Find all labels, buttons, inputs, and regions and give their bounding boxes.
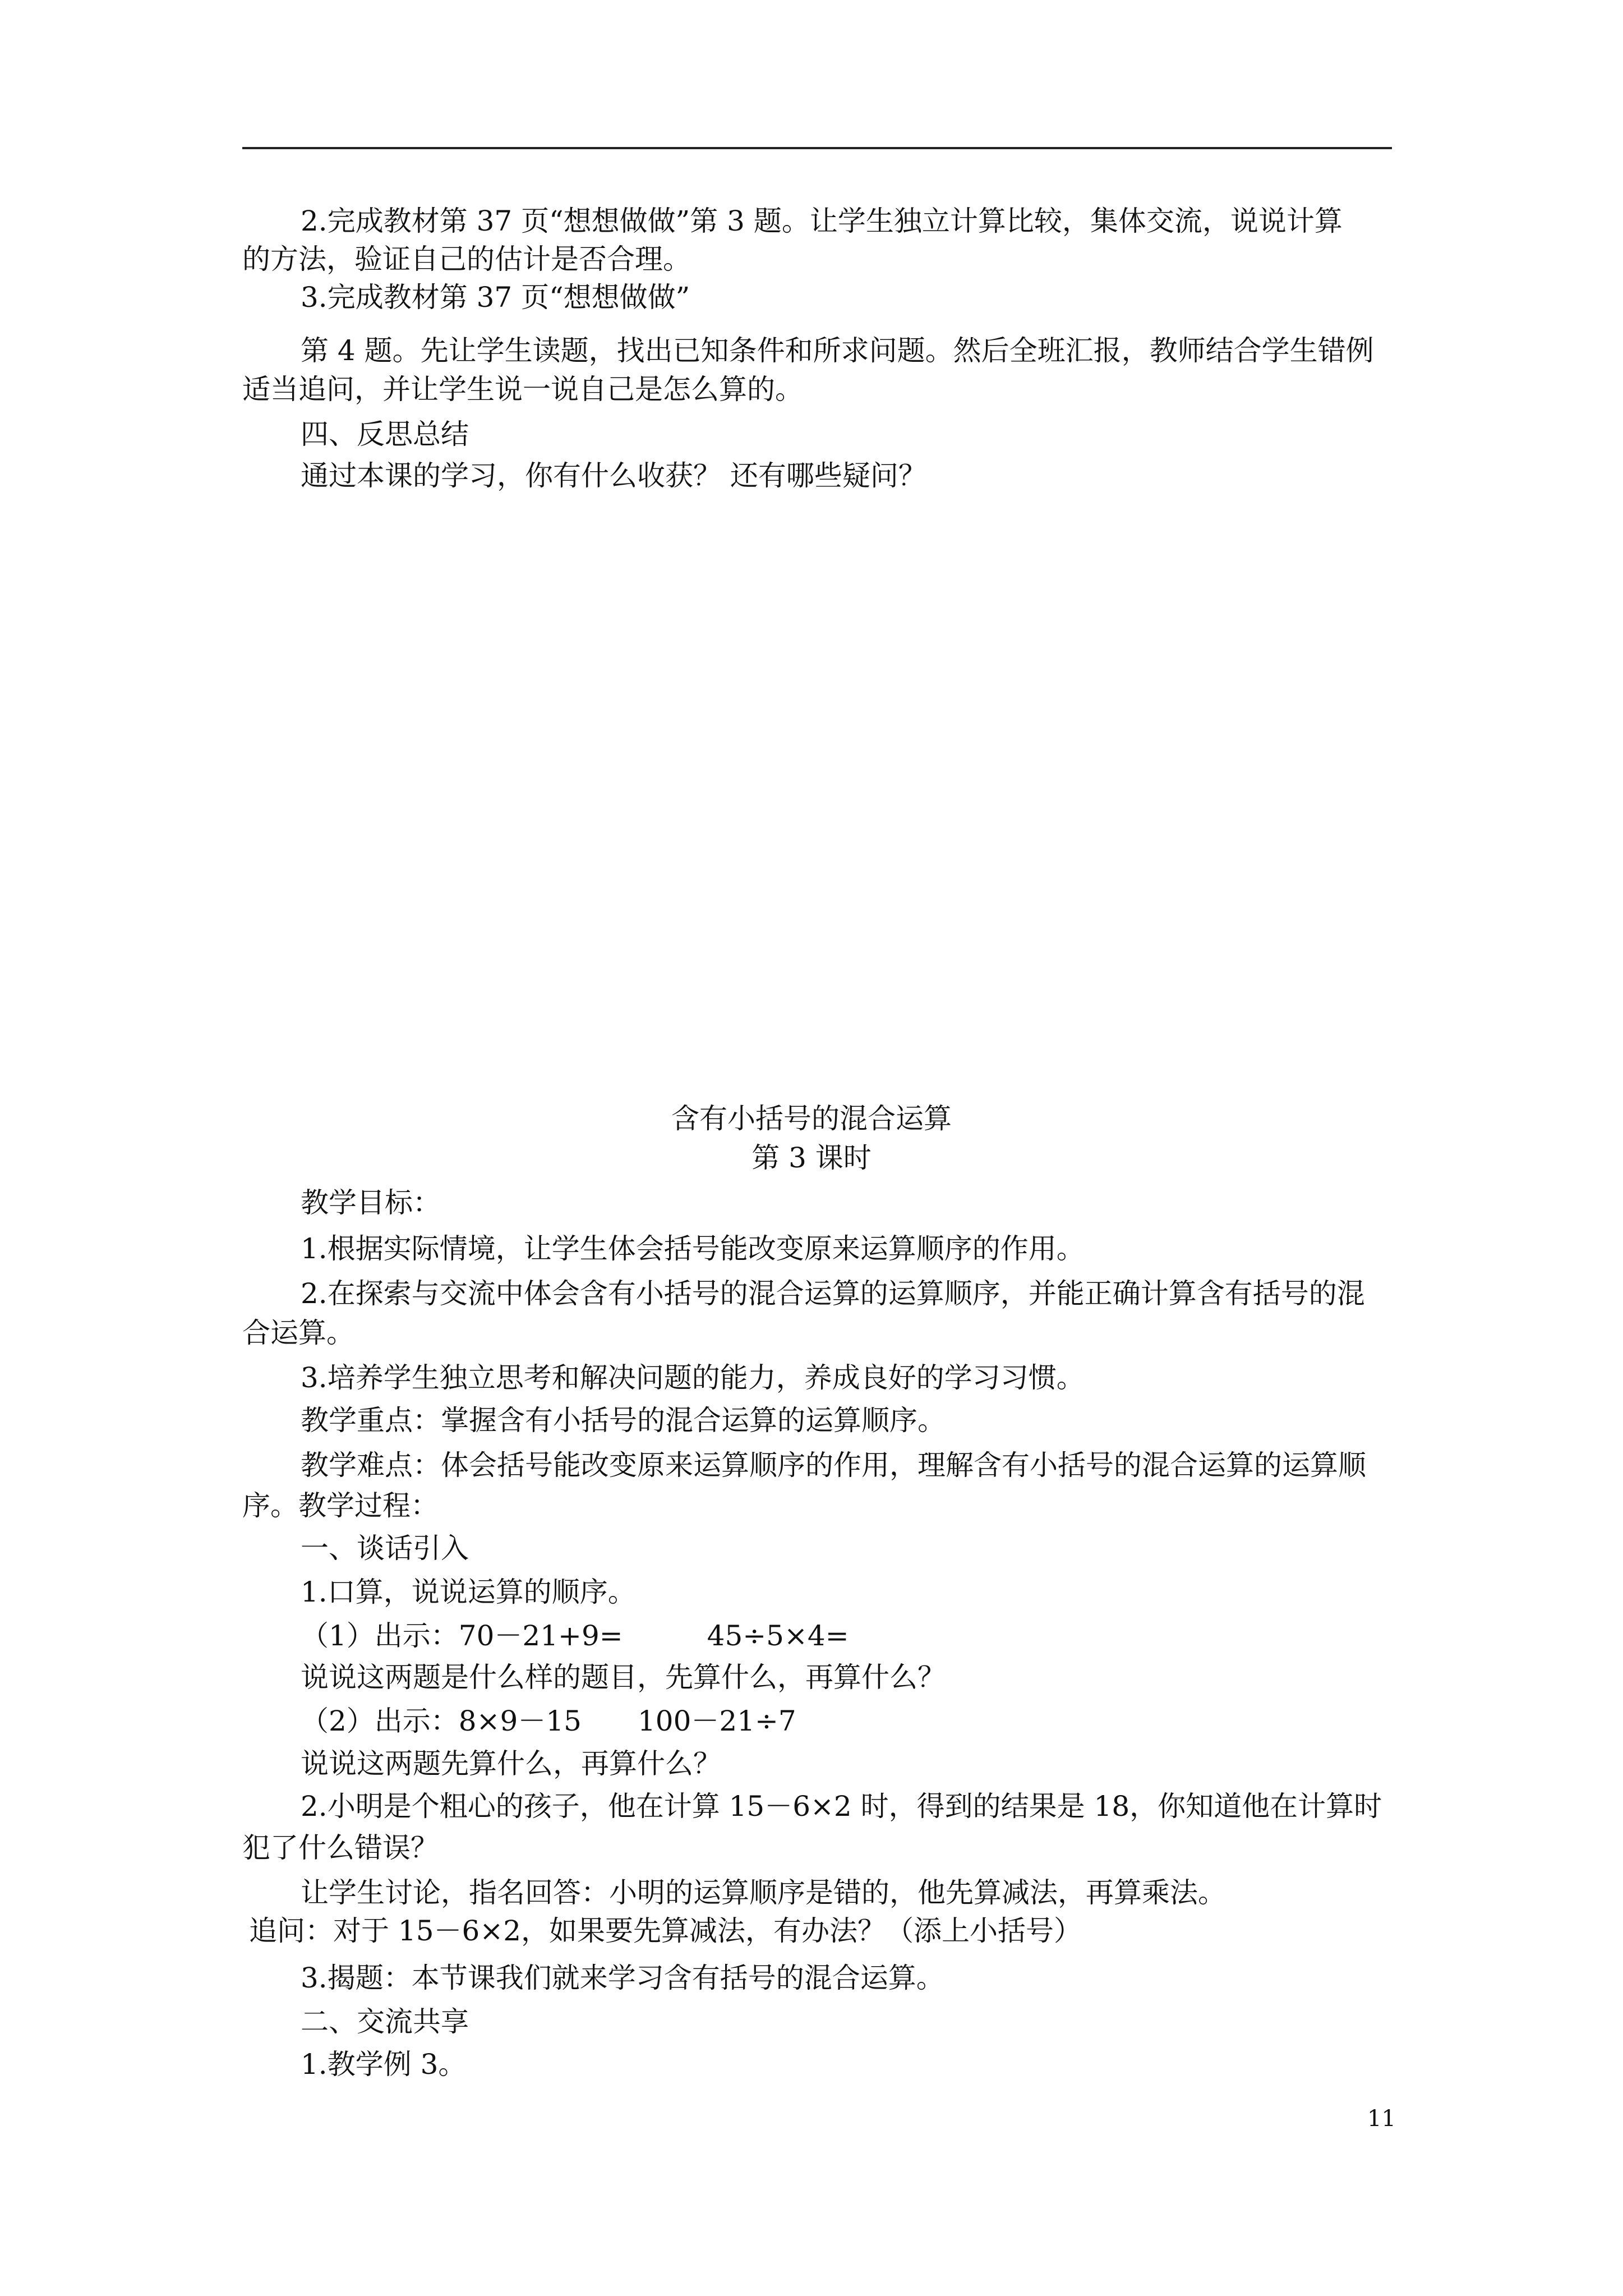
paragraph-line: 犯了什么错误？ [242,1832,439,1864]
paragraph-line: 2.完成教材第 37 页“想想做做”第 3 题。让学生独立计算比较，集体交流，说说计算 [301,205,1343,237]
paragraph-line: 合运算。 [242,1317,354,1349]
paragraph-line: 2.在探索与交流中体会含有小括号的混合运算的运算顺序，并能正确计算含有括号的混 [301,1277,1365,1310]
section-heading: 四、反思总结 [301,418,469,450]
paragraph-line: 教学目标： [301,1186,441,1219]
paragraph-line: 1.口算，说说运算的顺序。 [301,1576,636,1608]
page-number: 11 [1367,2106,1396,2132]
paragraph-line: 序。教学过程： [242,1489,439,1522]
paragraph-line: 通过本课的学习，你有什么收获？ 还有哪些疑问？ [301,459,926,492]
paragraph-line: 追问：对于 15－6×2，如果要先算减法，有办法？（添上小括号） [249,1915,1082,1947]
paragraph-line: （1）出示：70－21+9= 45÷5×4= [301,1619,849,1652]
section-heading: 二、交流共享 [301,2005,469,2038]
paragraph-line: 让学生讨论，指名回答：小明的运算顺序是错的，他先算减法，再算乘法。 [301,1876,1226,1909]
paragraph-line: 1.根据实际情境，让学生体会括号能改变原来运算顺序的作用。 [301,1232,1085,1265]
section-heading: 一、谈话引入 [301,1532,469,1565]
paragraph-line: （2）出示：8×9－15 100－21÷7 [301,1705,796,1737]
paragraph-line: 说说这两题先算什么，再算什么？ [301,1747,721,1780]
paragraph-line: 说说这两题是什么样的题目，先算什么，再算什么？ [301,1661,946,1694]
header-rule [242,147,1392,149]
paragraph-line: 教学重点：掌握含有小括号的混合运算的运算顺序。 [301,1404,946,1437]
paragraph-line: 3.揭题：本节课我们就来学习含有括号的混合运算。 [301,1962,944,1994]
lesson-title: 含有小括号的混合运算 [671,1102,952,1135]
paragraph-line: 1.教学例 3。 [301,2048,467,2081]
paragraph-line: 第 4 题。先让学生读题，找出已知条件和所求问题。然后全班汇报，教师结合学生错例 [301,334,1374,367]
paragraph-line: 的方法，验证自己的估计是否合理。 [242,243,691,275]
paragraph-line: 3.完成教材第 37 页“想想做做” [301,281,690,314]
lesson-subtitle: 第 3 课时 [751,1142,872,1174]
paragraph-line: 适当追问，并让学生说一说自己是怎么算的。 [242,373,803,406]
paragraph-line: 2.小明是个粗心的孩子，他在计算 15－6×2 时，得到的结果是 18，你知道他在计算时 [301,1790,1382,1823]
paragraph-line: 教学难点：体会括号能改变原来运算顺序的作用，理解含有小括号的混合运算的运算顺 [301,1449,1366,1481]
paragraph-line: 3.培养学生独立思考和解决问题的能力，养成良好的学习习惯。 [301,1361,1085,1394]
